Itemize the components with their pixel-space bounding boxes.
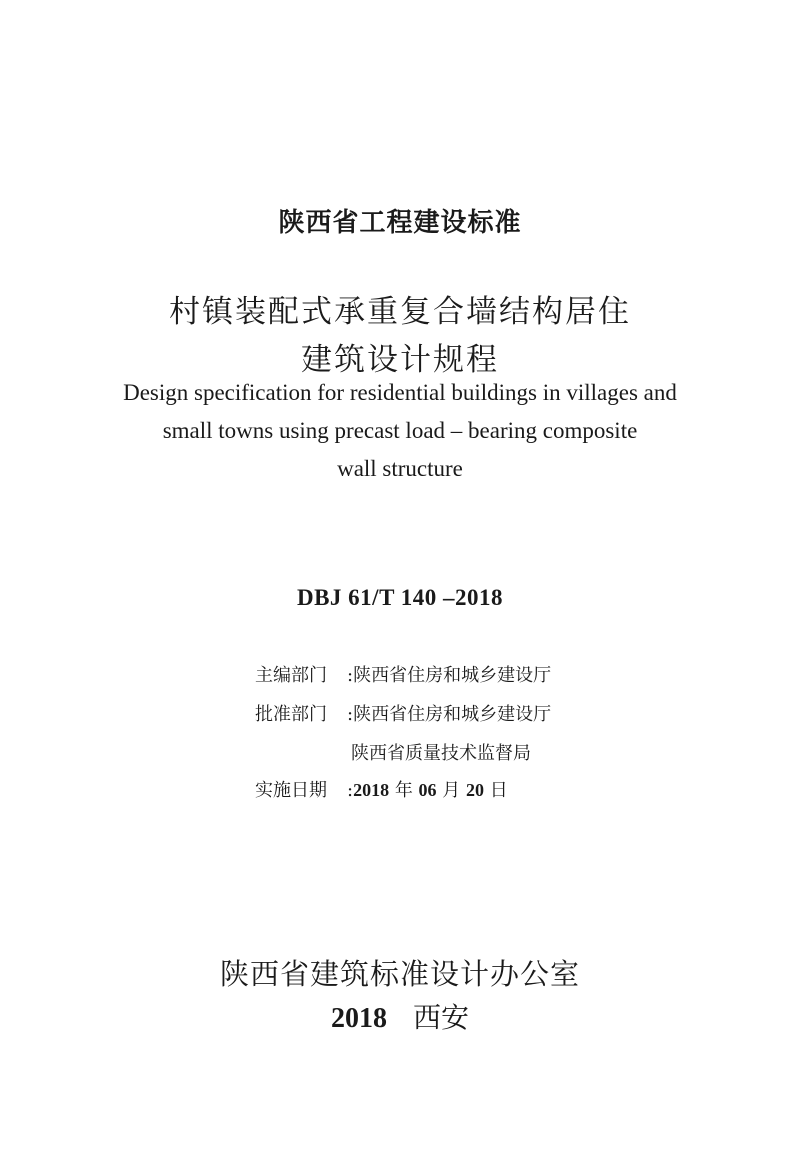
approve-colon: : xyxy=(347,704,354,725)
publisher-line xyxy=(0,996,800,1036)
editor-dept-value: 陕西省住房和城乡建设厅 xyxy=(353,665,552,686)
standard-code: DBJ 61/T 140 –2018 xyxy=(296,585,504,610)
date-day: 20 xyxy=(466,780,485,800)
date-year: 2018 xyxy=(353,780,390,800)
approve-dept-value-2: 陕西省质量技术监督局 xyxy=(351,743,531,764)
publisher-name: 陕西省建筑标准设计办公室 xyxy=(219,957,580,991)
approve-dept-label: 批准部门 xyxy=(255,704,327,725)
publish-year: 2018 xyxy=(330,1003,387,1034)
title-en-line-1: Design specification for residential buildings in villages and xyxy=(123,380,677,405)
effective-date-label: 实施日期 xyxy=(255,780,327,801)
editor-dept-label: 主编部门 xyxy=(255,665,327,686)
date-month: 06 xyxy=(418,780,437,800)
publish-city: 西安 xyxy=(412,1001,469,1034)
date-day-unit: 日 xyxy=(489,780,508,801)
standard-series: 陕西省工程建设标准 xyxy=(278,208,522,238)
title-en-line-3: wall structure xyxy=(337,456,463,481)
title-zh-line-1: 村镇装配式承重复合墙结构居住 xyxy=(169,294,631,330)
approve-dept-row xyxy=(255,700,551,732)
editor-dept-row xyxy=(255,661,551,693)
effective-date-row xyxy=(255,776,508,808)
title-en-line-2: small towns using precast load – bearing composite xyxy=(162,418,638,443)
approve-dept-value-1: 陕西省住房和城乡建设厅 xyxy=(353,704,552,725)
date-colon: : xyxy=(347,780,354,801)
editor-colon: : xyxy=(347,665,354,686)
approve-dept-row-2 xyxy=(255,739,531,771)
title-zh-line-2: 建筑设计规程 xyxy=(301,342,499,378)
date-month-unit: 月 xyxy=(442,780,461,801)
date-year-unit: 年 xyxy=(394,780,413,801)
